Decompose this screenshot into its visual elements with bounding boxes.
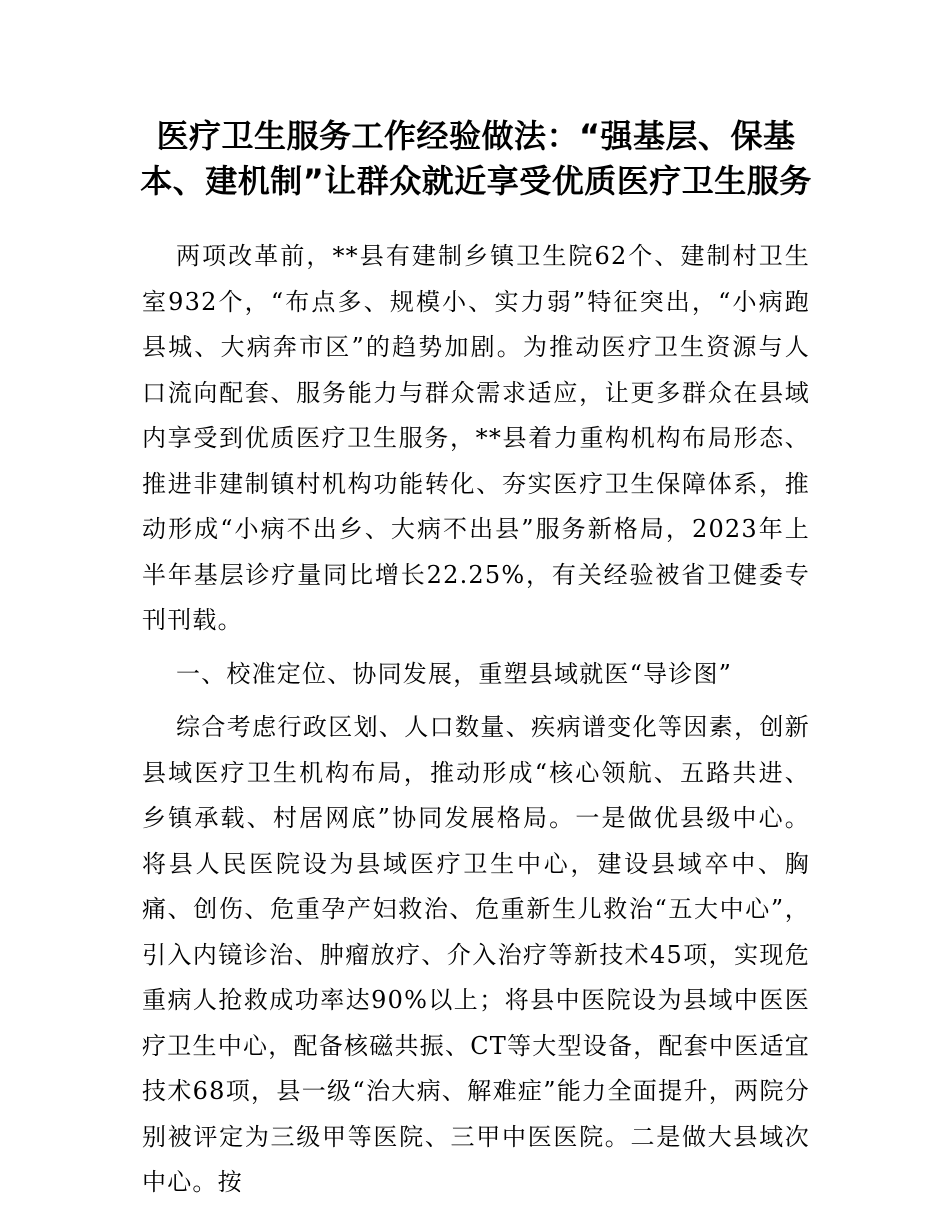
section-paragraph: 综合考虑行政区划、人口数量、疾病谱变化等因素，创新县域医疗卫生机构布局，推动形成“核心领航、五路共进、乡镇承载、村居网底”协同发展格局。一是做优县级中心。将县人民医院设为县域医疗卫生中心，建设县域卒中、胸痛、创伤、危重孕产妇救治、危重新生儿救治“五大中心”，引入内镜诊治、肿瘤放疗、介入治疗等新技术45项，实现危重病人抢救成功率达90%以上；将县中医院设为县域中医医疗卫生中心，配备核磁共振、CT等大型设备，配套中医适宜技术68项，县一级“治大病、解难症”能力全面提升，两院分别被评定为三级甲等医院、三甲中医医院。二是做大县域次中心。按	[142, 713, 810, 1196]
section-heading: 一、校准定位、协同发展，重塑县域就医“导诊图”	[176, 659, 733, 688]
document-title: 医疗卫生服务工作经验做法：“强基层、保基本、建机制”让群众就近享受优质医疗卫生服务	[140, 117, 812, 200]
intro-paragraph: 两项改革前，**县有建制乡镇卫生院62个、建制村卫生室932个，“布点多、规模小、实力弱”特征突出，“小病跑县城、大病奔市区”的趋势加剧。为推动医疗卫生资源与人口流向配套、服务能力与群众需求适应，让更多群众在县域内享受到优质医疗卫生服务，**县着力重构机构布局形态、推进非建制镇村机构功能转化、夯实医疗卫生保障体系，推动形成“小病不出乡、大病不出县”服务新格局，2023年上半年基层诊疗量同比增长22.25%，有关经验被省卫健委专刊刊载。	[142, 242, 810, 634]
document-body	[142, 234, 810, 1206]
